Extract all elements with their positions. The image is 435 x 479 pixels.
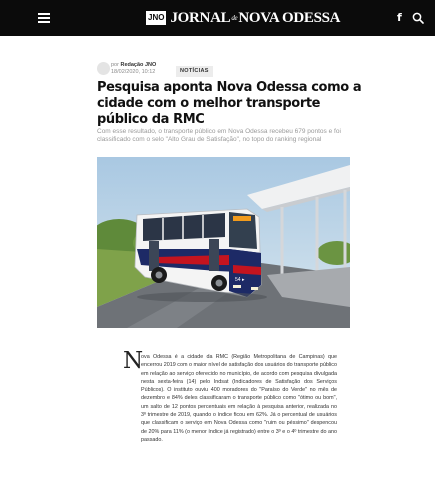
publish-date: 18/02/2020, 10:12 — [111, 68, 156, 75]
author-avatar — [97, 62, 110, 75]
author-name[interactable]: Redação JNO — [120, 62, 157, 68]
bus-number: 54 ▸ — [235, 277, 245, 283]
logo-wordmark: JORNALdeNOVA ODESSA — [170, 9, 341, 26]
article-photo — [97, 157, 350, 328]
drop-cap: N — [123, 348, 144, 374]
search-icon[interactable] — [412, 12, 424, 24]
top-navigation-bar — [0, 0, 435, 36]
menu-icon[interactable] — [38, 13, 50, 23]
article-body: ova Odessa é a cidade da RMC (Região Metropolitana de Campinas) que encerrou 2019 com o maior nível de satisfação dos usuários do transporte público em relação ao serviço oferecido no município, de acordo com pesquisa divulgada nesta sexta-feira (14) pelo Indsat (Indicadores de Satisfação dos Serviços Públicos). O instituto ouviu 400 moradores do "Paraíso do Verde" no mês de dezembro e 84% deles classificaram o transporte público como "ótimo ou bom", um salto de 12 pontos percentuais em relação à pesquisa anterior, realizada no 3º trimestre de 2019, quando o índice ficou em 62%. Já o percentual de usuários que classificam o serviço em Nova Odessa como "ruim ou péssimo" despencou de 20% para 11% (o menor índice já registrado) entre o 3º e o 4º trimestre do ano passado. — [141, 354, 337, 443]
logo-badge: JNO — [146, 11, 166, 25]
article-lede: Com esse resultado, o transporte público em Nova Odessa recebeu 679 pontos e foi classificado com o selo "Alto Grau de Satisfação", no topo do ranking regional — [97, 128, 341, 144]
facebook-icon[interactable]: f — [397, 11, 402, 24]
article-title: Pesquisa aponta Nova Odessa como a cidade com o melhor transporte público da RMC — [97, 80, 362, 127]
site-logo[interactable] — [146, 8, 340, 28]
category-badge[interactable]: NOTÍCIAS — [176, 66, 213, 77]
author-line: por Redação JNO 18/02/2020, 10:12 — [111, 62, 157, 75]
